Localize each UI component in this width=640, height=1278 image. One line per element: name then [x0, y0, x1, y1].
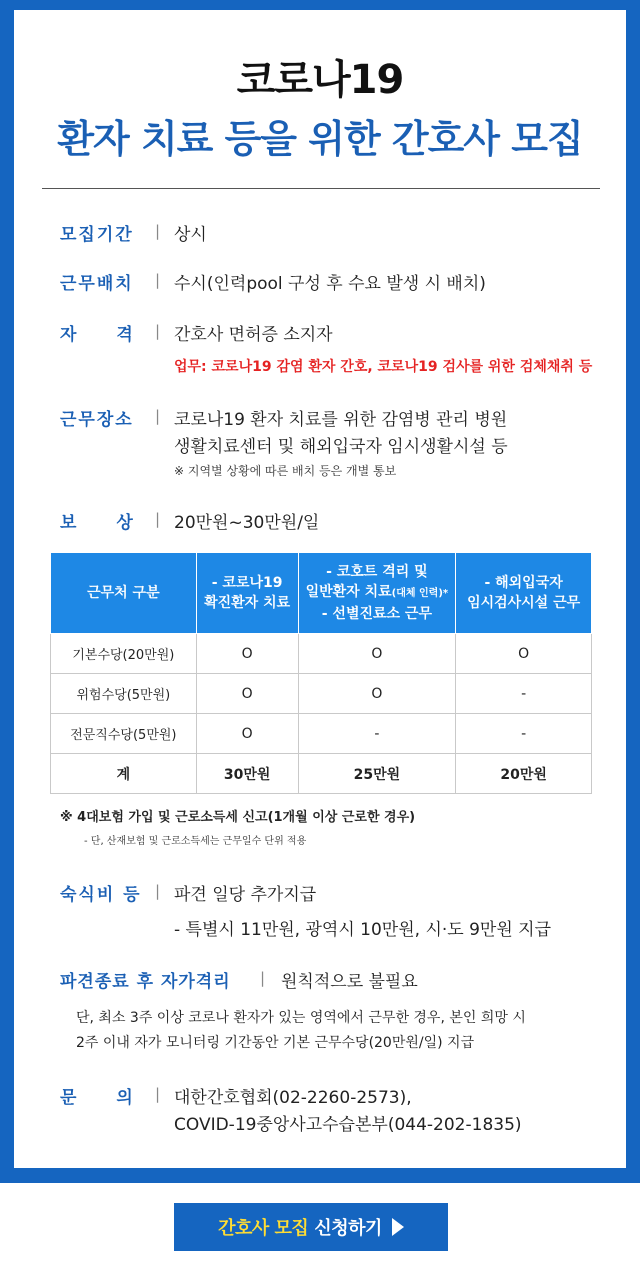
header-overseas-text: - 해외입국자 임시검사시설 근무	[467, 575, 581, 611]
row-name: 전문직수당(5만원)	[51, 714, 197, 754]
contact-line2: COVID-19중앙사고수습본부(044-202-1835)	[174, 1115, 522, 1135]
header-confirmed	[196, 553, 298, 634]
row-name: 기본수당(20만원)	[51, 634, 197, 674]
header-cohort	[298, 553, 456, 634]
table-row	[51, 634, 592, 674]
pay-table	[50, 552, 592, 794]
quarantine-line2: 2주 이내 자가 모니터링 기간동안 기본 근무수당(20만원/일) 지급	[76, 1035, 475, 1051]
placement-label: 근무배치	[60, 274, 134, 294]
qualification-value: 간호사 면허증 소지자	[174, 325, 333, 345]
table-total-row	[51, 754, 592, 794]
header-confirmed-text: - 코로나19 확진환자 치료	[204, 575, 291, 611]
total-cell: 30만원	[196, 754, 298, 794]
page-subtitle: 환자 치료 등을 위한 간호사 모집	[57, 117, 583, 161]
contact-label: 문 의	[60, 1088, 135, 1108]
total-cell: 25만원	[298, 754, 456, 794]
lodging-value: 파견 일당 추가지급	[174, 885, 317, 905]
quarantine-line1: 단, 최소 3주 이상 코로나 환자가 있는 영역에서 근무한 경우, 본인 희망 시	[76, 1010, 526, 1026]
placement-value: 수시(인력pool 구성 후 수요 발생 시 배치)	[174, 274, 486, 294]
contact-line1: 대한간호협회(02-2260-2573),	[174, 1088, 412, 1108]
separator: |	[155, 222, 161, 240]
page-title: 코로나19	[236, 57, 404, 103]
cell: -	[298, 714, 456, 754]
qualification-label: 자 격	[60, 325, 135, 345]
table-row	[51, 674, 592, 714]
cell: -	[456, 714, 592, 754]
location-label: 근무장소	[60, 410, 134, 430]
total-cell: 20만원	[456, 754, 592, 794]
chevron-right-icon	[392, 1218, 404, 1236]
header-screening: - 선별진료소 근무	[321, 606, 432, 622]
header-cohort-text: - 코호트 격리 및 일반환자 치료	[305, 564, 428, 600]
total-name: 계	[51, 754, 197, 794]
separator: |	[155, 271, 161, 289]
header-category: 근무처 구분	[51, 553, 197, 634]
separator: |	[155, 322, 161, 340]
separator: |	[155, 882, 161, 900]
quarantine-value: 원칙적으로 불필요	[281, 972, 418, 992]
compensation-label: 보 상	[60, 513, 135, 533]
separator: |	[155, 1085, 161, 1103]
cell: O	[196, 634, 298, 674]
apply-button-label: 신청하기	[314, 1218, 382, 1239]
apply-button[interactable]	[174, 1203, 448, 1251]
cell: O	[196, 714, 298, 754]
insurance-note: ※ 4대보험 가입 및 근로소득세 신고(1개월 이상 근로한 경우)	[60, 810, 416, 825]
compensation-value: 20만원~30만원/일	[174, 513, 320, 533]
separator: |	[155, 510, 161, 528]
insurance-subnote: - 단, 산재보험 및 근로소득세는 근무일수 단위 적용	[84, 836, 307, 847]
row-name: 위험수당(5만원)	[51, 674, 197, 714]
period-value: 상시	[174, 225, 207, 245]
cell: O	[298, 674, 456, 714]
cell: O	[298, 634, 456, 674]
title-divider	[42, 188, 600, 189]
period-label: 모집기간	[60, 225, 134, 245]
lodging-label: 숙식비 등	[60, 885, 142, 905]
header-overseas	[456, 553, 592, 634]
cell: O	[196, 674, 298, 714]
notice-panel	[14, 10, 626, 1168]
quarantine-label: 파견종료 후 자가격리	[60, 972, 231, 992]
table-row	[51, 714, 592, 754]
duty-text: 업무: 코로나19 감염 환자 간호, 코로나19 검사를 위한 검체채취 등	[174, 359, 593, 375]
location-line2: 생활치료센터 및 해외입국자 임시생활시설 등	[174, 437, 508, 457]
apply-button-highlight: 간호사 모집	[218, 1218, 309, 1239]
pay-table-header	[51, 553, 592, 634]
cell: -	[456, 674, 592, 714]
location-line1: 코로나19 환자 치료를 위한 감염병 관리 병원	[174, 410, 508, 430]
header-cohort-small: (대체 인력)*	[391, 588, 449, 599]
separator: |	[155, 407, 161, 425]
lodging-detail: - 특별시 11만원, 광역시 10만원, 시·도 9만원 지급	[174, 920, 552, 940]
cell: O	[456, 634, 592, 674]
separator: |	[260, 969, 266, 987]
location-note: ※ 지역별 상황에 따른 배치 등은 개별 통보	[174, 464, 397, 478]
